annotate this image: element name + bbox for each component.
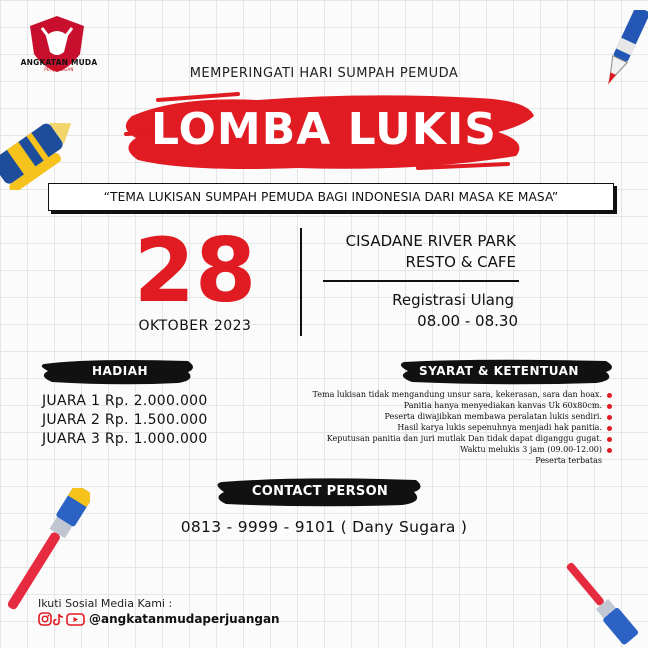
contact-phone: 0813 - 9999 - 9101 ( Dany Sugara ) bbox=[180, 518, 468, 536]
registration-time: 08.00 - 08.30 bbox=[417, 312, 518, 330]
prizes-heading: HADIAH bbox=[91, 364, 149, 378]
event-month-year: OKTOBER 2023 bbox=[138, 318, 252, 334]
rule-item: Waktu melukis 3 jam (09.00-12.00) bbox=[460, 445, 602, 454]
rule-item: Keputusan panitia dan juri mutlak Dan tidak dapat diganggu gugat. bbox=[326, 434, 602, 443]
social-handle: @angkatanmudaperjuangan bbox=[89, 612, 280, 626]
rules-heading: SYARAT & KETENTUAN bbox=[419, 364, 579, 378]
rule-item: Peserta diwajibkan membawa peralatan lukis sendiri. bbox=[384, 412, 602, 421]
rule-item: Panitia hanya menyediakan kanvas Uk 60x80cm. bbox=[403, 401, 602, 410]
rule-bullet-dot bbox=[607, 415, 612, 420]
youtube-icon bbox=[67, 614, 84, 625]
paintbrush-right-illustration bbox=[556, 560, 648, 648]
page-title: LOMBA LUKIS bbox=[151, 104, 497, 155]
tiktok-icon bbox=[54, 614, 63, 625]
pen-illustration bbox=[598, 10, 648, 100]
rule-bullet-dot bbox=[607, 448, 612, 453]
rule-item: Peserta terbatas bbox=[535, 456, 602, 465]
prize-item: JUARA 1 Rp. 2.000.000 bbox=[42, 393, 208, 409]
registration-label: Registrasi Ulang bbox=[392, 291, 514, 309]
social-label: Ikuti Sosial Media Kami : bbox=[38, 597, 173, 610]
logo-subtitle: PERJUANGAN bbox=[44, 67, 74, 72]
event-day: 28 bbox=[133, 219, 257, 322]
venue-line-2: RESTO & CAFE bbox=[405, 253, 516, 271]
instagram-icon bbox=[39, 613, 51, 625]
prize-item: JUARA 2 Rp. 1.500.000 bbox=[42, 412, 208, 428]
logo-name: ANGKATAN MUDA bbox=[20, 58, 98, 67]
rule-bullet-dot bbox=[607, 404, 612, 409]
rule-bullet-dot bbox=[607, 426, 612, 431]
vertical-divider bbox=[300, 228, 302, 336]
contact-heading: CONTACT PERSON bbox=[251, 484, 389, 499]
social-icons bbox=[38, 612, 88, 626]
prize-item: JUARA 3 Rp. 1.000.000 bbox=[42, 431, 208, 447]
rule-bullet-dot bbox=[607, 437, 612, 442]
rule-bullet-dot bbox=[607, 393, 612, 398]
venue-line-1: CISADANE RIVER PARK bbox=[345, 232, 516, 250]
rule-item: Tema lukisan tidak mengandung unsur sara, kekerasan, sara dan hoax. bbox=[312, 390, 602, 399]
theme-banner: “TEMA LUKISAN SUMPAH PEMUDA BAGI INDONESIA DARI MASA KE MASA” bbox=[48, 183, 614, 211]
header-subtitle: MEMPERINGATI HARI SUMPAH PEMUDA bbox=[189, 66, 459, 81]
horizontal-divider bbox=[323, 280, 519, 282]
rule-item: Hasil karya lukis sepenuhnya menjadi hak panitia. bbox=[397, 423, 602, 432]
